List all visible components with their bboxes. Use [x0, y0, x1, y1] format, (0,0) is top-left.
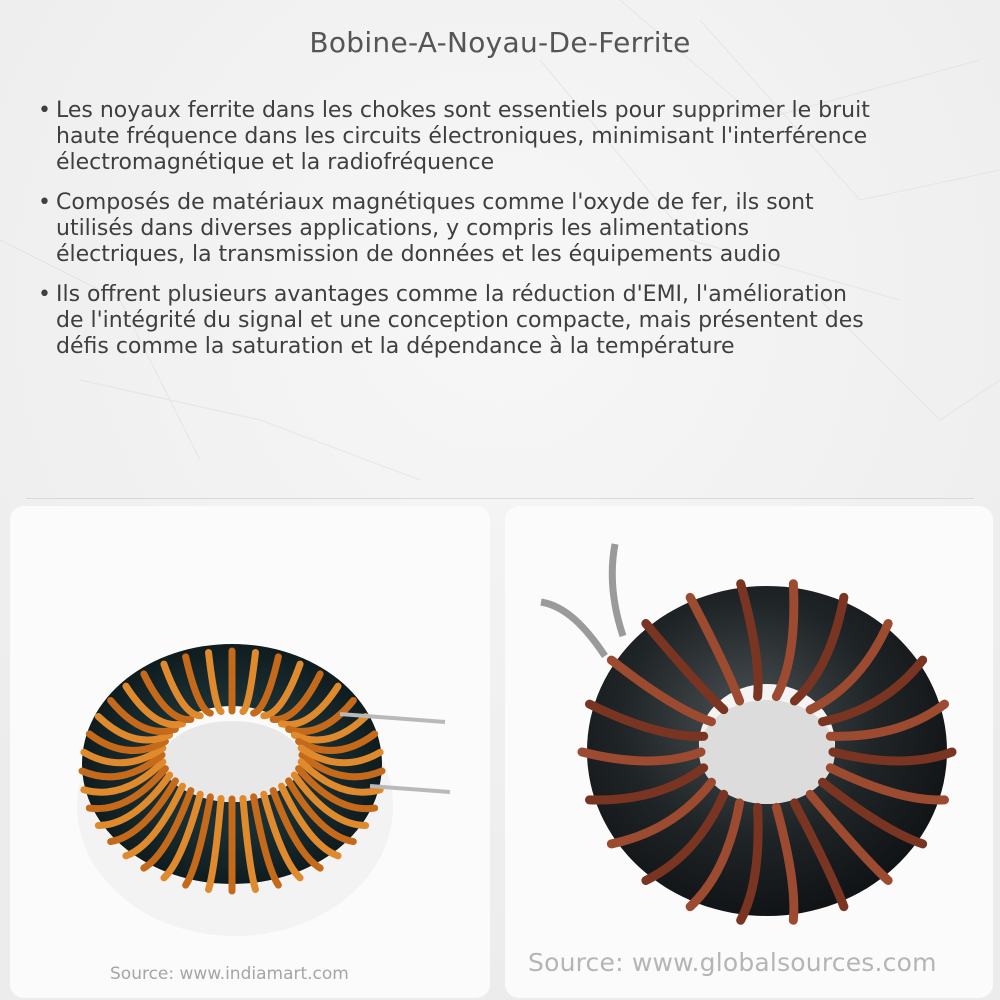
bullet-line: défis comme la saturation et la dépendance à la température: [56, 334, 735, 359]
page-title: Bobine-A-Noyau-De-Ferrite: [309, 26, 691, 59]
bullet-marker: •: [38, 98, 51, 123]
bullet-line: de l'intégrité du signal et une conception compacte, mais présentent des: [56, 308, 864, 333]
bullet-line: Ils offrent plusieurs avantages comme la réduction d'EMI, l'amélioration: [56, 282, 847, 307]
bullet-line: Composés de matériaux magnétiques comme l'oxyde de fer, ils sont: [56, 190, 814, 215]
bullet-item: [38, 98, 973, 176]
bullet-line: électriques, la transmission de données et les équipements audio: [56, 242, 781, 267]
image-source-left: Source: www.indiamart.com: [110, 964, 349, 984]
image-source-right: Source: www.globalsources.com: [528, 948, 937, 977]
bullet-marker: •: [38, 190, 51, 215]
image-panel-right: [505, 506, 993, 998]
bullet-line: Les noyaux ferrite dans les chokes sont essentiels pour supprimer le bruit: [56, 98, 870, 123]
bullet-line: utilisés dans diverses applications, y compris les alimentations: [56, 216, 750, 241]
bullet-item: [38, 282, 973, 360]
bullet-marker: •: [38, 282, 51, 307]
bullet-item: [38, 190, 973, 268]
bullet-line: électromagnétique et la radiofréquence: [56, 150, 495, 175]
bullet-line: haute fréquence dans les circuits électroniques, minimisant l'interférence: [56, 124, 868, 149]
bullet-list: [38, 98, 973, 374]
image-panel-left: [10, 506, 490, 998]
toroid-inductor-ferrite-icon: [505, 506, 993, 998]
toroid-inductor-copper-icon: [10, 506, 490, 998]
section-divider: [26, 498, 974, 499]
